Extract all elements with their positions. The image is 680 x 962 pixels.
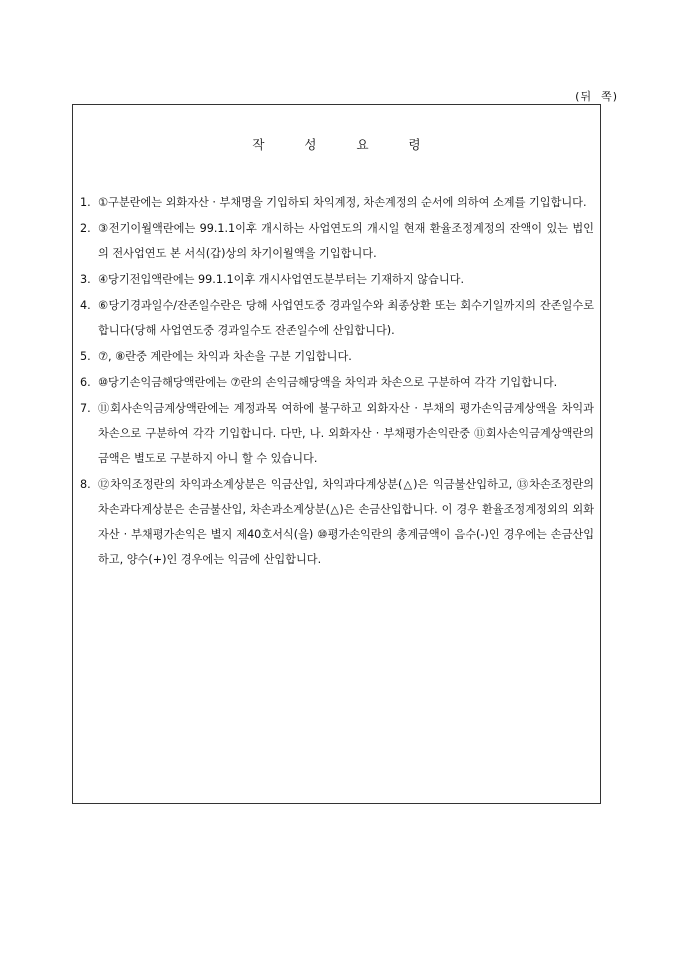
instruction-item: [80, 472, 594, 572]
item-text: ⑦, ⑧란중 계란에는 차익과 차손을 구분 기입합니다.: [98, 350, 352, 363]
item-number: 1.: [80, 196, 91, 209]
title-char: 령: [408, 137, 421, 152]
item-text: ⑫차익조정란의 차익과소계상분은 익금산입, 차익과다계상분(△)은 익금불산입하고, ⑬차손조정란의 차손과다계상분은 손금불산입, 차손과소계상분(△)은 손금산입합니다. 이 경우 환율조정계정외의 외화자산 · 부채평가손익은 별지 제40호서식(을) ⑩평가손익란의 총계금액이 음수(-)인 경우에는 손금산입하고, 양수(+)인 경우에는 익금에 산입합니다.: [98, 478, 594, 566]
title-char: 작: [252, 137, 265, 152]
item-text: ⑪회사손익금계상액란에는 계정과목 여하에 불구하고 외화자산 · 부채의 평가손익금계상액을 차익과 차손으로 구분하여 각각 기입합니다. 다만, 나. 외화자산 · 부채평가손익란중 ⑪회사손익금계상액란의 금액은 별도로 구분하지 아니 할 수 있습니다.: [98, 402, 594, 465]
item-text: ⑥당기경과일수/잔존일수란은 당해 사업연도중 경과일수와 최종상환 또는 회수기일까지의 잔존일수로 합니다(당해 사업연도중 경과일수도 잔존일수에 산입합니다).: [98, 299, 594, 337]
instruction-item: [80, 396, 594, 471]
item-text: ①구분란에는 외화자산 · 부채명을 기입하되 차익계정, 차손계정의 순서에 의하여 소계를 기입합니다.: [98, 196, 587, 209]
item-text: ④당기전입액란에는 99.1.1이후 개시사업연도분부터는 기재하지 않습니다.: [98, 273, 464, 286]
instruction-item: [80, 216, 594, 266]
item-number: 2.: [80, 222, 91, 235]
instruction-item: [80, 370, 594, 395]
instruction-item: [80, 267, 594, 292]
item-text: ③전기이월액란에는 99.1.1이후 개시하는 사업연도의 개시일 현재 환율조정계정의 잔액이 있는 법인의 전사업연도 본 서식(갑)상의 차기이월액을 기입합니다.: [98, 222, 594, 260]
section-title: [72, 135, 601, 153]
instruction-item: [80, 293, 594, 343]
instruction-list: [80, 190, 594, 573]
item-number: 6.: [80, 376, 91, 389]
item-number: 4.: [80, 299, 91, 312]
title-char: 성: [304, 137, 317, 152]
item-number: 5.: [80, 350, 91, 363]
title-char: 요: [356, 137, 369, 152]
item-number: 8.: [80, 478, 91, 491]
page-side-label: (뒤 쪽): [575, 90, 618, 103]
item-text: ⑩당기손익금해당액란에는 ⑦란의 손익금해당액을 차익과 차손으로 구분하여 각각 기입합니다.: [98, 376, 558, 389]
instruction-item: [80, 190, 594, 215]
instruction-item: [80, 344, 594, 369]
item-number: 7.: [80, 402, 91, 415]
item-number: 3.: [80, 273, 91, 286]
